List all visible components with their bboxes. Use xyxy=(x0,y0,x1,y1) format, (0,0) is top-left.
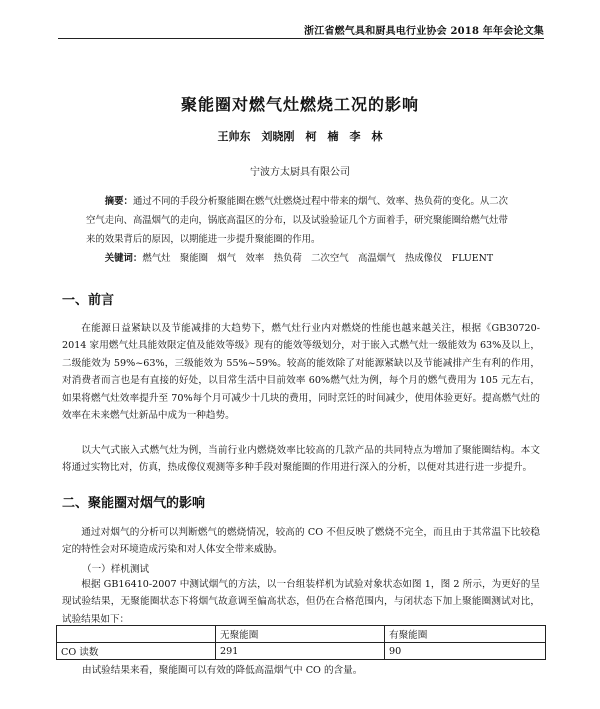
keywords-text: 燃气灶 聚能圈 烟气 效率 热负荷 二次空气 高温烟气 热成像仪 FLUENT xyxy=(142,253,494,264)
keywords-label: 关键词： xyxy=(104,253,143,264)
table-header-cell: 无聚能圈 xyxy=(216,626,385,643)
affiliation: 宁波方太厨具有限公司 xyxy=(250,167,350,178)
table-cell: 90 xyxy=(385,643,546,660)
co-results-table xyxy=(56,625,546,660)
table-header-row xyxy=(57,626,546,643)
section-heading-flue-gas: 二、聚能圈对烟气的影响 xyxy=(62,496,206,511)
running-header: 浙江省燃气具和厨具电行业协会 2018 年年会论文集 xyxy=(304,26,544,37)
flue-gas-paragraph-1: 通过对烟气的分析可以判断燃气的燃烧情况，较高的 CO 不但反映了燃烧不完全，而且由于其常温下比较稳定的特性会对环境造成污染和对人体安全带来威胁。 xyxy=(62,527,540,556)
abstract-text: 通过不同的手段分析聚能圈在燃气灶燃烧过程中带来的烟气、效率、热负荷的变化。从二次空气走向、高温烟气的走向，锅底高温区的分布，以及试验验证几个方面着手，研究聚能圈给燃气灶带来的效果背后的原因，以期能进一步提升聚能圈的作用。 xyxy=(86,196,508,245)
intro-paragraph-2: 以大气式嵌入式燃气灶为例，当前行业内燃烧效率比较高的几款产品的共同特点为增加了聚能圈结构。本文将通过实物比对，仿真，热成像仪观测等多种手段对聚能圈的作用进行深入的分析，以便对其进行进一步提升。 xyxy=(62,445,540,474)
subsection-heading-sample-test: （一）样机测试 xyxy=(82,564,150,575)
paper-title: 聚能圈对燃气灶燃烧工况的影响 xyxy=(180,95,419,114)
table-header-cell: 有聚能圈 xyxy=(385,626,546,643)
result-note: 由试验结果来看，聚能圈可以有效的降低高温烟气中 CO 的含量。 xyxy=(82,665,363,676)
table-cell: 291 xyxy=(216,643,385,660)
table-row xyxy=(57,643,546,660)
table-cell: CO 读数 xyxy=(57,643,216,660)
abstract-label: 摘要： xyxy=(104,196,133,207)
section-heading-intro: 一、前言 xyxy=(62,293,115,308)
flue-gas-paragraph-2: 根据 GB16410-2007 中测试烟气的方法，以一台组装样机为试验对象状态如图 1，图 2 所示，为更好的呈现试验结果，无聚能圈状态下将烟气故意调至偏高状态，但仍在合格范围内，与闭状态下加上聚能圈测试对比，试验结果如下： xyxy=(62,579,540,625)
author-list: 王帅东 刘晓刚 柯 楠 李 林 xyxy=(217,130,383,143)
abstract xyxy=(86,192,514,249)
keywords xyxy=(86,250,526,264)
intro-paragraph-1: 在能源日益紧缺以及节能减排的大趋势下，燃气灶行业内对燃烧的性能也越来越关注，根据《GB30720-2014 家用燃气灶具能效限定值及能效等级》现有的能效等级划分，对于嵌入式燃气灶一级能效为 63%及以上，二级能效为 59%~63%，三级能效为 55%~59%。较高的能效除了对能源紧缺以及节能减排产生有利的作用，对消费者而言也是有直接的好处，以目常生活中目前效率 60%燃气灶为例，每个月的燃气费用为 105 元左右，如果将燃气灶效率提升至 70%每个月可减少十几块的费用，同时烹饪的时间减少，使用体验更好。提高燃气灶的效率在未来燃气灶新品中成为一种趋势。 xyxy=(62,323,540,422)
header-rule xyxy=(58,38,544,39)
table-header-cell xyxy=(57,626,216,643)
